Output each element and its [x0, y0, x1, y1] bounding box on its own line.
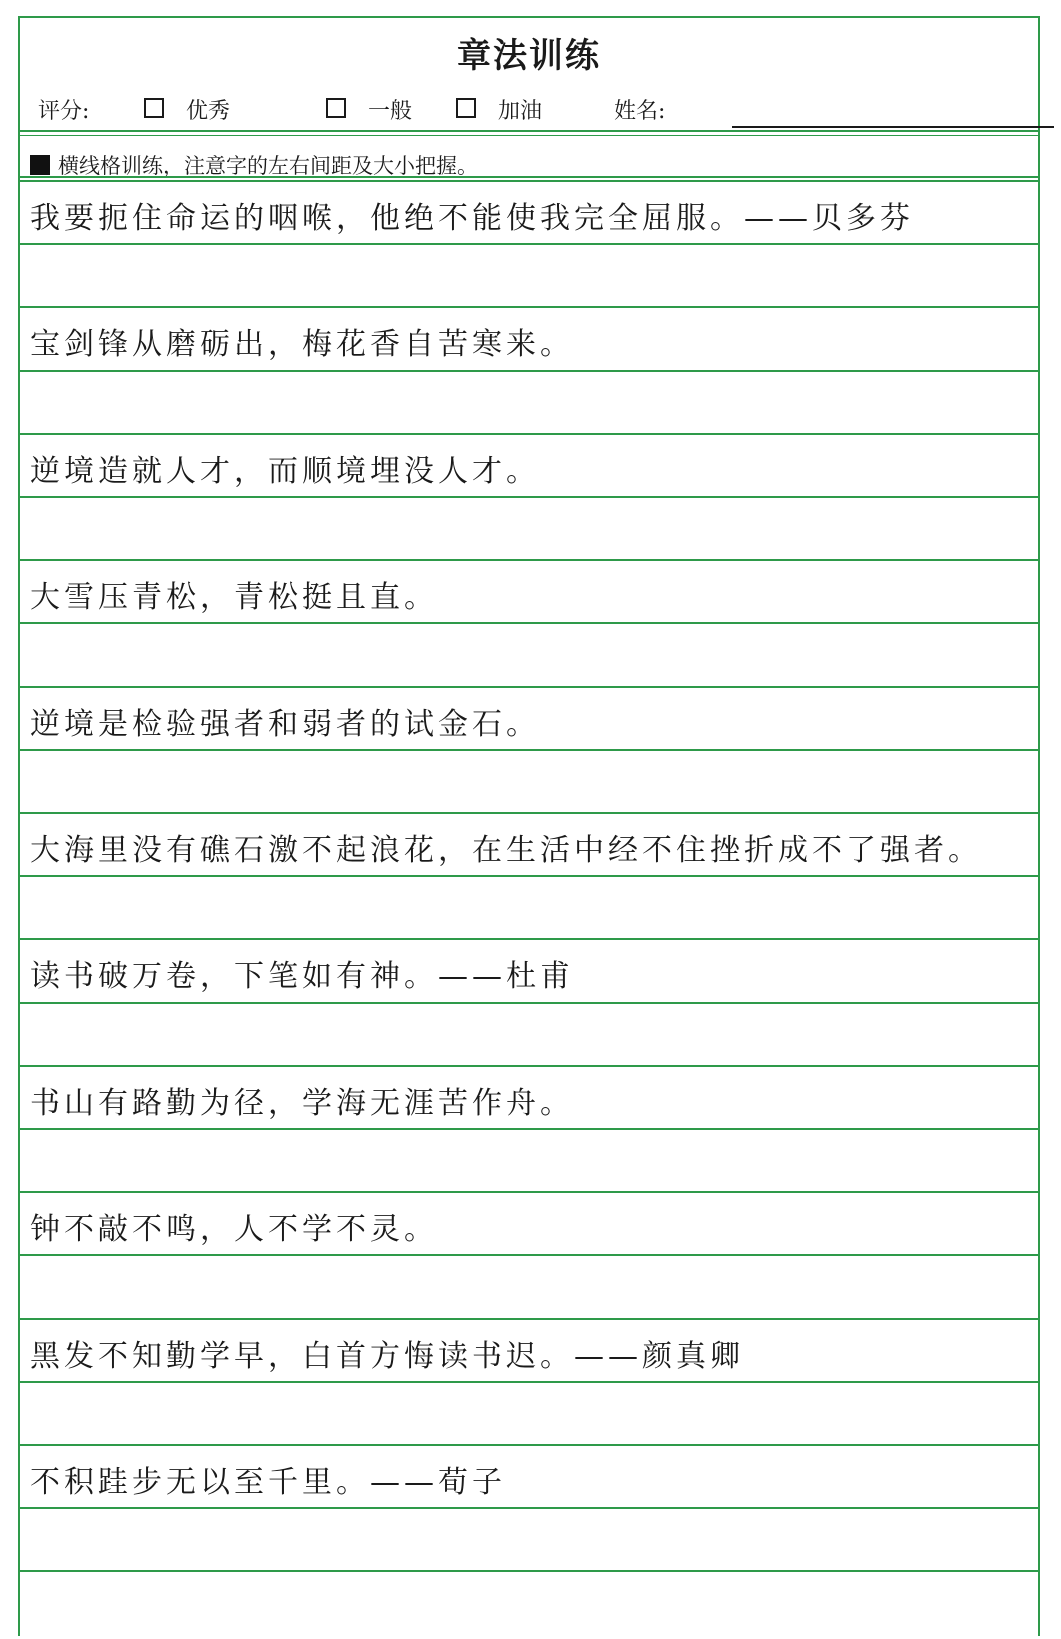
ruled-line — [20, 1507, 1038, 1509]
ruled-line — [20, 433, 1038, 435]
ruled-line — [20, 1254, 1038, 1256]
name-label: 姓名: — [614, 99, 666, 124]
ruled-line — [20, 875, 1038, 877]
option-excellent-label: 优秀 — [186, 99, 231, 124]
ruled-line — [20, 938, 1038, 940]
rating-row — [38, 92, 1038, 126]
quote-line: 逆境是检验强者和弱者的试金石。 — [30, 707, 540, 742]
quote-line: 大雪压青松，青松挺且直。 — [30, 580, 438, 615]
quote-line: 书山有路勤为径，学海无涯苦作舟。 — [30, 1086, 574, 1121]
ruled-line — [20, 1065, 1038, 1067]
ruled-line — [20, 180, 1038, 182]
quote-line: 黑发不知勤学早，白首方悔读书迟。——颜真卿 — [30, 1339, 744, 1374]
ruled-line — [20, 812, 1038, 814]
name-input-line[interactable] — [732, 126, 1054, 128]
quote-line: 宝剑锋从磨砺出，梅花香自苦寒来。 — [30, 327, 574, 362]
page-title: 章法训练 — [457, 36, 601, 76]
checkbox-keep-trying[interactable] — [456, 98, 476, 118]
ruled-line — [20, 1128, 1038, 1130]
ruled-line — [20, 559, 1038, 561]
header-divider — [20, 130, 1038, 136]
checkbox-excellent[interactable] — [144, 98, 164, 118]
quote-line: 我要扼住命运的咽喉，他绝不能使我完全屈服。——贝多芬 — [30, 201, 914, 236]
ruled-line — [20, 1191, 1038, 1193]
ruled-line — [20, 306, 1038, 308]
ruled-line — [20, 686, 1038, 688]
quote-line: 钟不敲不鸣，人不学不灵。 — [30, 1212, 438, 1247]
ruled-line — [20, 1318, 1038, 1320]
instruction-label: 横线格训练，注意字的左右间距及大小把握。 — [58, 154, 478, 178]
quote-line: 大海里没有礁石激不起浪花，在生活中经不住挫折成不了强者。 — [30, 833, 982, 868]
ruled-line — [20, 1002, 1038, 1004]
quote-line: 逆境造就人才，而顺境埋没人才。 — [30, 454, 540, 489]
ruled-line — [20, 1381, 1038, 1383]
black-square-icon — [30, 155, 50, 175]
option-average-label: 一般 — [368, 99, 413, 124]
worksheet-header — [20, 18, 1038, 140]
option-keep-trying-label: 加油 — [498, 99, 543, 124]
ruled-line — [20, 1570, 1038, 1572]
quote-line: 不积跬步无以至千里。——荀子 — [30, 1465, 506, 1500]
ruled-line — [20, 370, 1038, 372]
worksheet — [18, 16, 1040, 1636]
ruled-line — [20, 243, 1038, 245]
ruled-line — [20, 1444, 1038, 1446]
ruled-line — [20, 749, 1038, 751]
quote-line: 读书破万卷，下笔如有神。——杜甫 — [30, 959, 574, 994]
ruled-line — [20, 622, 1038, 624]
ruled-line — [20, 496, 1038, 498]
rating-label: 评分: — [38, 99, 90, 124]
checkbox-average[interactable] — [326, 98, 346, 118]
